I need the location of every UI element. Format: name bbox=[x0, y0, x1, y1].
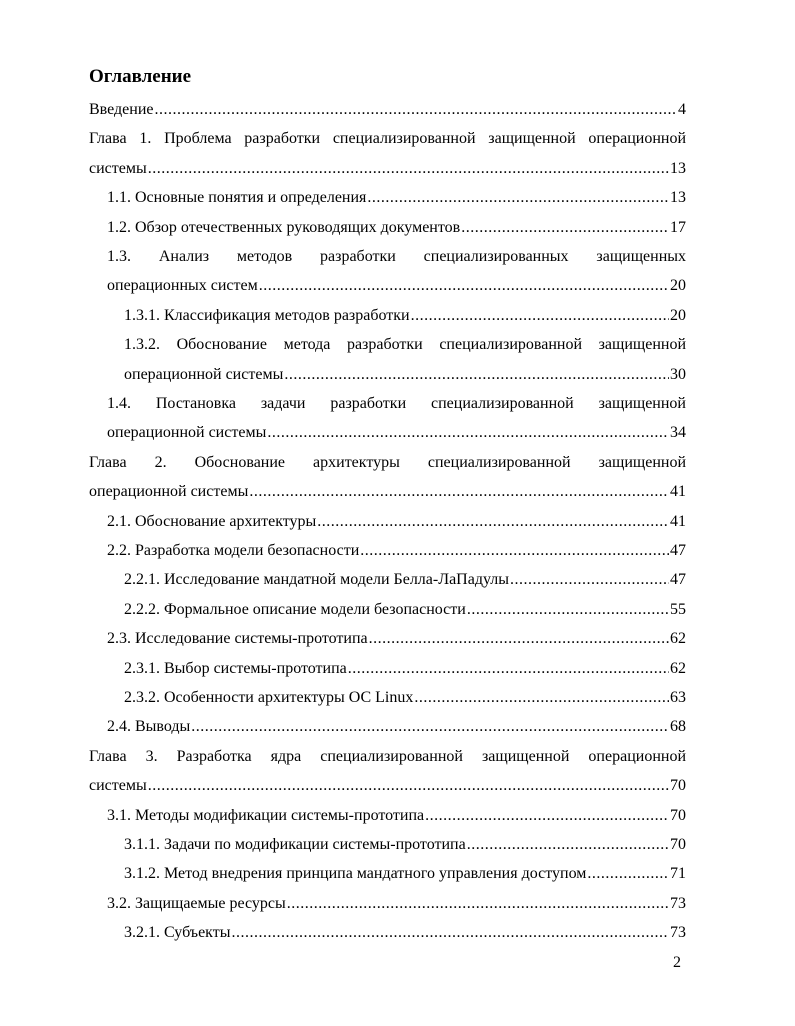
toc-entry-title-line: 1.3.2. Обоснование метода разработки специализированной защищенной bbox=[124, 336, 686, 354]
toc-entry-title: 2.1. Обоснование архитектуры bbox=[107, 512, 317, 530]
toc-entry-title: операционной системы bbox=[124, 365, 284, 383]
dot-leader bbox=[510, 565, 669, 594]
toc-entry-page: 41 bbox=[670, 483, 686, 501]
toc-entry-row bbox=[124, 565, 686, 594]
toc-entry-title: 1.3.1. Классификация методов разработки bbox=[124, 306, 410, 324]
toc-entry-page: 62 bbox=[670, 659, 686, 677]
toc-entry-page: 73 bbox=[670, 894, 686, 912]
dot-leader bbox=[317, 507, 669, 536]
dot-leader bbox=[411, 301, 669, 330]
toc-entry-title: 3.2. Защищаемые ресурсы bbox=[107, 894, 286, 912]
dot-leader bbox=[148, 154, 669, 183]
toc-entry-title: 3.2.1. Субъекты bbox=[124, 924, 231, 942]
toc-entry[interactable] bbox=[107, 213, 686, 242]
toc-entry-title: 2.3. Исследование системы-прототипа bbox=[107, 630, 368, 648]
dot-leader bbox=[367, 183, 669, 212]
toc-entry-title: 2.2. Разработка модели безопасности bbox=[107, 542, 360, 559]
toc-entry-title: 2.2.2. Формальное описание модели безопасности bbox=[124, 600, 466, 618]
toc-entry-row bbox=[107, 418, 686, 447]
dot-leader bbox=[249, 477, 669, 506]
toc-entry[interactable] bbox=[107, 536, 686, 565]
toc-entry[interactable] bbox=[107, 801, 686, 830]
toc-entry-row bbox=[107, 889, 686, 918]
toc-heading: Оглавление bbox=[89, 66, 192, 87]
toc-entry-page: 20 bbox=[670, 306, 686, 324]
toc-entry[interactable] bbox=[107, 242, 686, 301]
dot-leader bbox=[287, 889, 669, 918]
toc-entry[interactable] bbox=[124, 301, 686, 330]
toc-entry[interactable] bbox=[107, 712, 686, 741]
toc-entry-title: Введение bbox=[89, 101, 154, 118]
toc-entry-title: системы bbox=[89, 777, 147, 795]
dot-leader bbox=[369, 624, 669, 653]
toc-entry-row bbox=[107, 507, 686, 536]
toc-entry-title: операционных систем bbox=[107, 277, 258, 295]
dot-leader bbox=[155, 95, 678, 124]
toc-entry-title-line: Глава 2. Обоснование архитектуры специализированной защищенной bbox=[89, 453, 686, 471]
toc-entry[interactable] bbox=[124, 830, 686, 859]
toc-entry-row bbox=[107, 271, 686, 300]
toc-entry-title: 1.1. Основные понятия и определения bbox=[107, 189, 367, 207]
toc-entry-row bbox=[107, 536, 686, 565]
toc-entry-page: 47 bbox=[670, 542, 686, 559]
toc-entry-row bbox=[89, 154, 686, 183]
toc-entry-page: 55 bbox=[670, 600, 686, 618]
toc-entry-title: 3.1.1. Задачи по модификации системы-прототипа bbox=[124, 836, 466, 853]
toc-entry[interactable] bbox=[124, 918, 686, 947]
toc-entry-title: операционной системы bbox=[107, 424, 267, 442]
toc-entry[interactable] bbox=[124, 595, 686, 624]
toc-entry[interactable] bbox=[124, 330, 686, 389]
toc-entry-page: 47 bbox=[670, 571, 686, 589]
toc-entry-title: 2.2.1. Исследование мандатной модели Белла-ЛаПадулы bbox=[124, 571, 509, 589]
toc-entry-title: 2.4. Выводы bbox=[107, 718, 191, 736]
toc-entry-title: системы bbox=[89, 159, 147, 177]
toc-entry[interactable] bbox=[107, 183, 686, 212]
dot-leader bbox=[467, 595, 669, 624]
toc-entry-row bbox=[107, 213, 686, 242]
dot-leader bbox=[148, 771, 669, 800]
toc-entry-page: 63 bbox=[670, 689, 686, 706]
dot-leader bbox=[425, 801, 669, 830]
toc-entry-row bbox=[124, 595, 686, 624]
dot-leader bbox=[461, 213, 669, 242]
toc-entry-page: 70 bbox=[670, 777, 686, 795]
toc-entry-page: 30 bbox=[670, 365, 686, 383]
toc-entry[interactable] bbox=[89, 448, 686, 507]
toc-entry[interactable] bbox=[107, 507, 686, 536]
toc-entry[interactable] bbox=[89, 124, 686, 183]
toc-entry-page: 4 bbox=[678, 101, 686, 118]
toc-entry-row bbox=[89, 477, 686, 506]
toc-entry-row bbox=[89, 771, 686, 800]
dot-leader bbox=[360, 536, 669, 565]
dot-leader bbox=[231, 918, 669, 947]
toc-entry-page: 71 bbox=[670, 865, 686, 883]
dot-leader bbox=[587, 859, 669, 888]
toc-entry[interactable] bbox=[124, 565, 686, 594]
toc-entry-title-line: 1.4. Постановка задачи разработки специализированной защищенной bbox=[107, 395, 686, 412]
toc-entry-title-line: 1.3. Анализ методов разработки специализированных защищенных bbox=[107, 248, 686, 265]
toc-entry[interactable] bbox=[107, 889, 686, 918]
toc-entry[interactable] bbox=[107, 624, 686, 653]
toc-entry[interactable] bbox=[124, 654, 686, 683]
toc-entry[interactable] bbox=[107, 389, 686, 448]
toc-entry-row bbox=[124, 360, 686, 389]
toc-entry-page: 17 bbox=[670, 218, 686, 236]
toc-entry-row bbox=[124, 683, 686, 712]
toc-entry-row bbox=[107, 624, 686, 653]
toc-entry-title: 1.2. Обзор отечественных руководящих документов bbox=[107, 218, 461, 236]
toc-entry-title-line: Глава 3. Разработка ядра специализированной защищенной операционной bbox=[89, 747, 686, 765]
toc-entry[interactable] bbox=[89, 95, 686, 124]
toc-entry-page: 41 bbox=[670, 512, 686, 530]
toc-entry-row bbox=[124, 654, 686, 683]
toc-entry-page: 62 bbox=[670, 630, 686, 648]
toc-entry-row bbox=[107, 183, 686, 212]
toc-entry-page: 20 bbox=[670, 277, 686, 295]
dot-leader bbox=[191, 712, 669, 741]
toc-entry[interactable] bbox=[124, 683, 686, 712]
toc-entry-row bbox=[107, 801, 686, 830]
toc-entry-title: 3.1. Методы модификации системы-прототипа bbox=[107, 806, 425, 824]
toc-entry-title: операционной системы bbox=[89, 483, 249, 501]
dot-leader bbox=[348, 654, 669, 683]
toc-entry-row bbox=[124, 830, 686, 859]
toc-entry-title: 2.3.2. Особенности архитектуры ОС Linux bbox=[124, 689, 414, 706]
dot-leader bbox=[414, 683, 669, 712]
toc-entry-title: 3.1.2. Метод внедрения принципа мандатного управления доступом bbox=[124, 865, 587, 883]
toc-entry-page: 70 bbox=[670, 836, 686, 853]
toc-entry-page: 13 bbox=[670, 159, 686, 177]
toc-entry[interactable] bbox=[89, 742, 686, 801]
page-number: 2 bbox=[673, 954, 681, 971]
toc-entry-page: 34 bbox=[670, 424, 686, 442]
toc-entry-page: 68 bbox=[670, 718, 686, 736]
toc-entry-page: 13 bbox=[670, 189, 686, 207]
toc-entry-row bbox=[124, 859, 686, 888]
toc-entry-row bbox=[107, 712, 686, 741]
dot-leader bbox=[284, 360, 669, 389]
toc-entry-row bbox=[124, 301, 686, 330]
toc-entry-row bbox=[89, 95, 686, 124]
toc-entry-title: 2.3.1. Выбор системы-прототипа bbox=[124, 659, 347, 677]
dot-leader bbox=[467, 830, 669, 859]
toc-entry[interactable] bbox=[124, 859, 686, 888]
dot-leader bbox=[259, 271, 669, 300]
toc-entry-row bbox=[124, 918, 686, 947]
toc-entry-page: 73 bbox=[670, 924, 686, 942]
toc-entry-title-line: Глава 1. Проблема разработки специализированной защищенной операционной bbox=[89, 130, 686, 148]
toc-entry-page: 70 bbox=[670, 806, 686, 824]
dot-leader bbox=[267, 418, 669, 447]
